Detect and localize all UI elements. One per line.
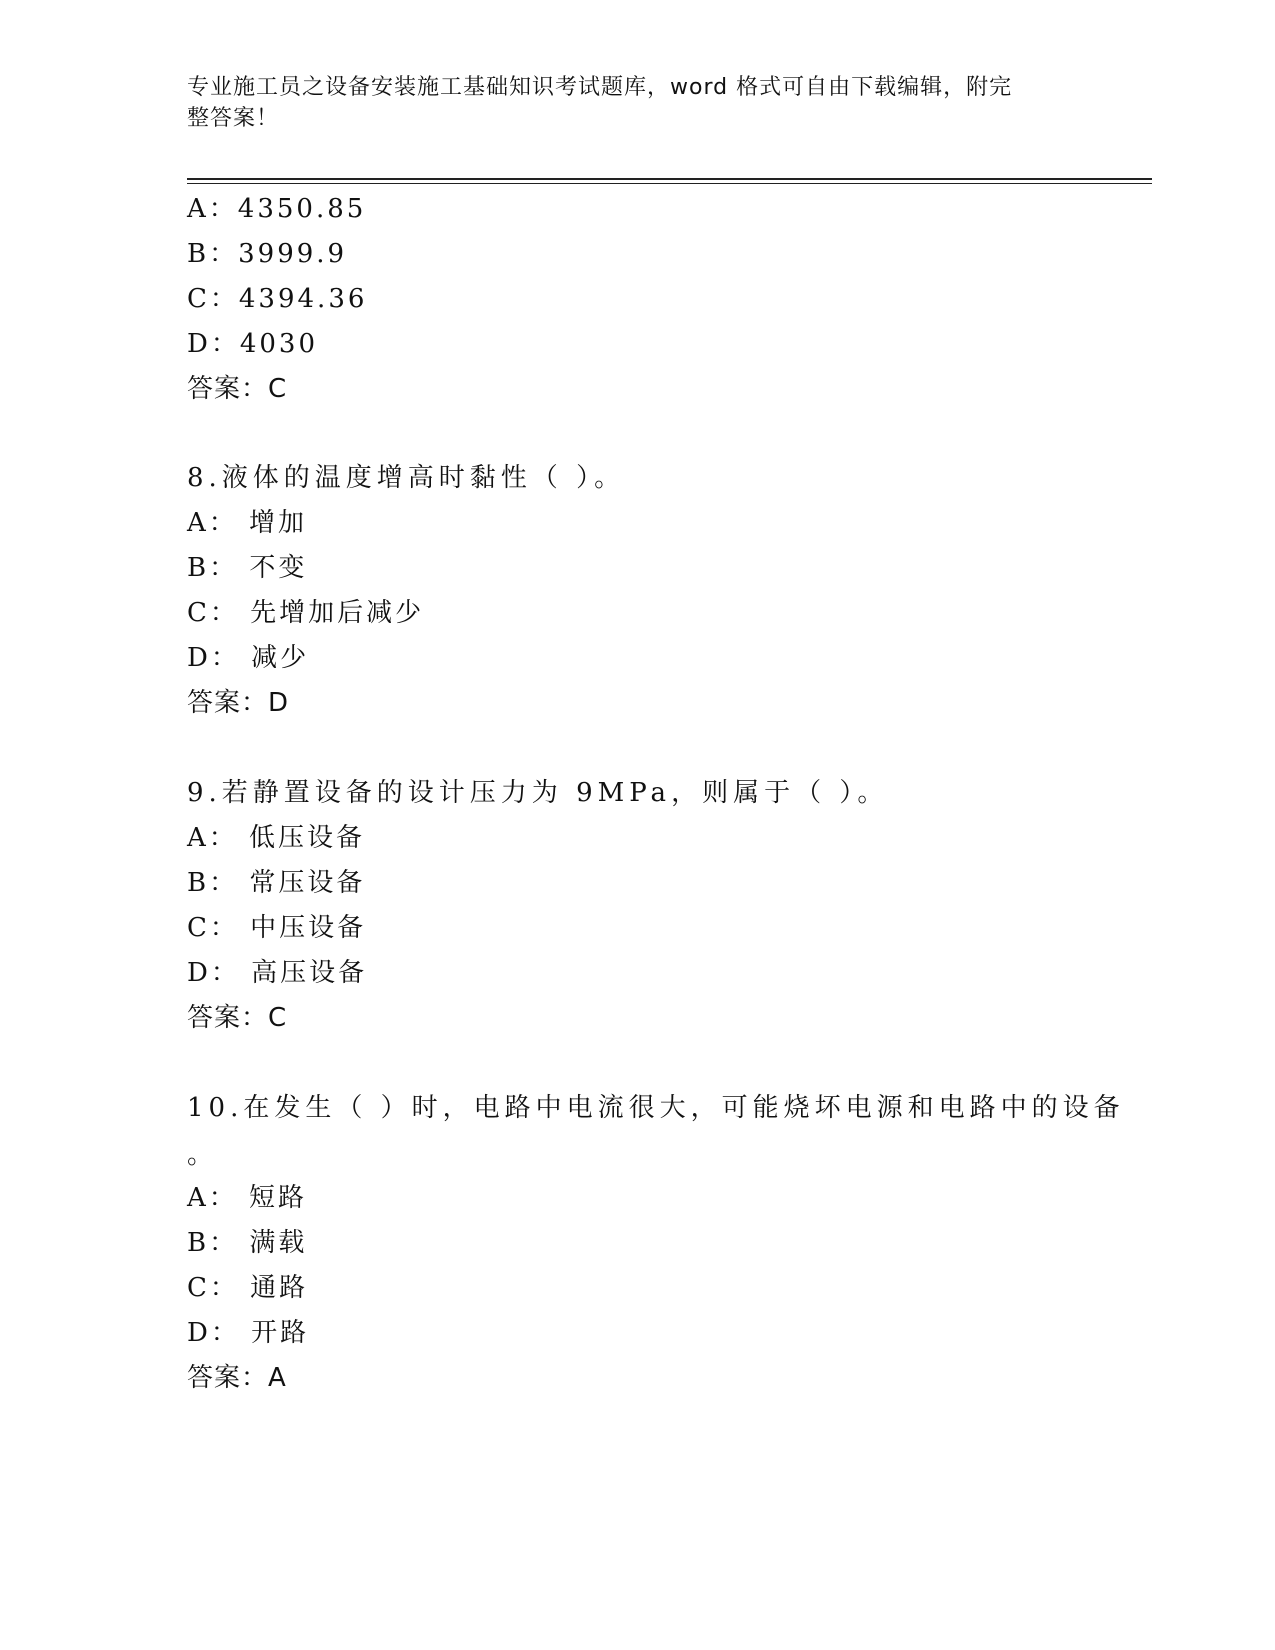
question-8-answer: 答案：D <box>187 688 290 718</box>
prev-option-a: A：4350.85 <box>187 194 367 224</box>
prev-answer: 答案：C <box>187 374 288 404</box>
question-8-option-d: D： 减少 <box>187 643 310 673</box>
question-9-option-a: A： 低压设备 <box>187 823 366 853</box>
question-9-option-d: D： 高压设备 <box>187 958 368 988</box>
header-rule-thin <box>187 183 1152 184</box>
question-8-option-a: A： 增加 <box>187 508 308 538</box>
question-8-option-c: C： 先增加后减少 <box>187 598 425 628</box>
header-rule-thick <box>187 178 1152 180</box>
question-8-stem: 8.液体的温度增高时黏性（ ）。 <box>187 463 626 493</box>
question-10-stem: 10.在发生（ ）时，电路中电流很大，可能烧坏电源和电路中的设备 <box>187 1093 1125 1123</box>
question-8-option-b: B： 不变 <box>187 553 308 583</box>
question-9-option-b: B： 常压设备 <box>187 868 366 898</box>
question-10-option-a: A： 短路 <box>187 1183 308 1213</box>
question-10-option-c: C： 通路 <box>187 1273 309 1303</box>
prev-option-b: B：3999.9 <box>187 239 348 269</box>
prev-option-c: C：4394.36 <box>187 284 368 314</box>
question-10-option-d: D： 开路 <box>187 1318 310 1348</box>
question-9-stem: 9.若静置设备的设计压力为 9MPa，则属于（ ）。 <box>187 778 889 808</box>
question-9-option-c: C： 中压设备 <box>187 913 367 943</box>
document-header: 专业施工员之设备安装施工基础知识考试题库，word 格式可自由下载编辑，附完 整答案！ <box>187 75 1013 131</box>
question-10-option-b: B： 满载 <box>187 1228 308 1258</box>
question-10-answer: 答案：A <box>187 1363 287 1393</box>
prev-option-d: D：4030 <box>187 329 319 359</box>
question-9-answer: 答案：C <box>187 1003 288 1033</box>
question-10-stem-continued: 。 <box>187 1140 217 1170</box>
